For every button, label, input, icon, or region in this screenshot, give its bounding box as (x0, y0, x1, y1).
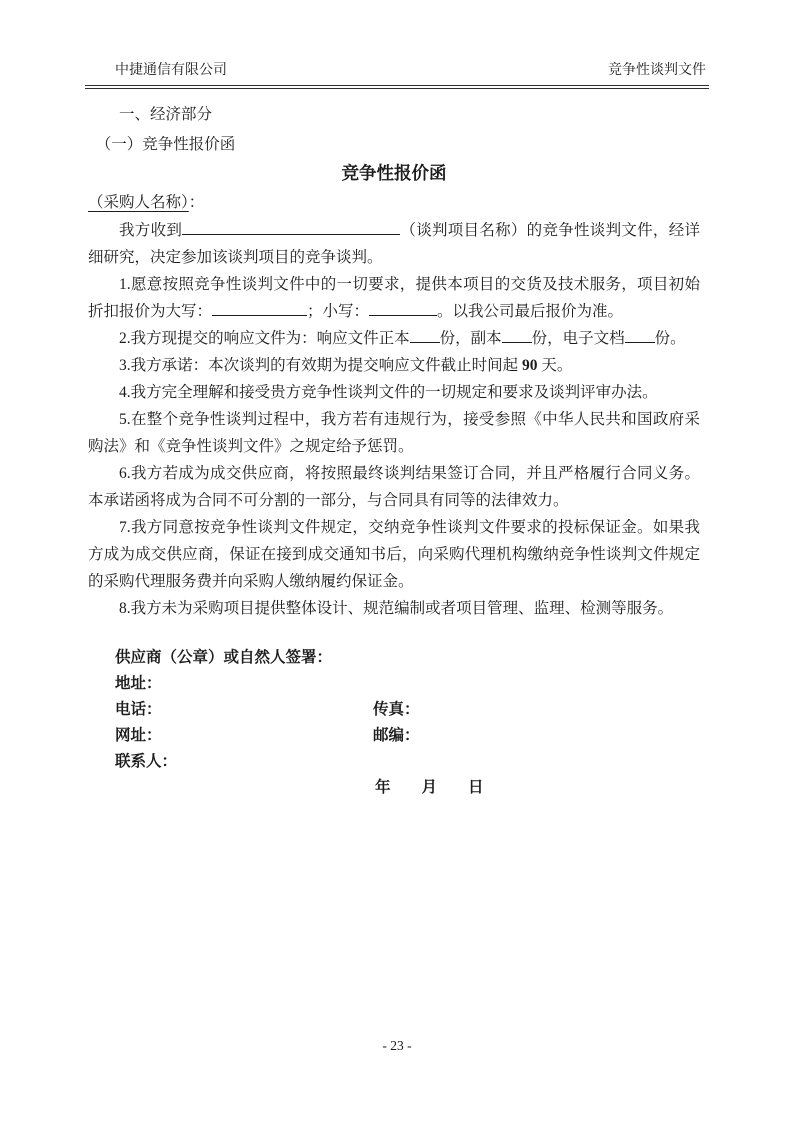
header-document-type: 竞争性谈判文件 (608, 63, 706, 78)
price-capital-blank (212, 301, 307, 316)
header-double-rule (85, 85, 709, 89)
item2-text-1: 2.我方现提交的响应文件为：响应文件正本 (119, 330, 410, 347)
section-heading: 一、经济部分 (119, 106, 213, 123)
date-line: 年 月 日 (375, 779, 484, 796)
phone-label: 电话： (115, 701, 162, 718)
intro-text-pre: 我方收到 (119, 222, 183, 239)
item2-text-3: 份，电子文档 (531, 330, 625, 347)
paragraph-item7: 7.我方同意按竞争性谈判文件规定，交纳竞争性谈判文件要求的投标保证金。如果我方成为成交供应商，保证在接到成交通知书后，向采购代理机构缴纳竞争性谈判文件规定的采购代理服务费并向采购人缴纳履约保证金。 (88, 519, 700, 590)
zip-label: 邮编： (373, 727, 420, 744)
item1-text-pre: 1.愿意按照竞争性谈判文件中的一切要求，提供本项目的交货及技术服务，项目初始折扣报价为大写： (88, 276, 700, 320)
paragraph-item3 (88, 352, 700, 379)
validity-days-value: 90 (522, 357, 538, 374)
website-label: 网址： (115, 727, 162, 744)
subsection-heading: （一）竞争性报价函 (95, 136, 236, 153)
original-count-blank (410, 328, 440, 343)
supplier-signature-line: 供应商（公章）或自然人签署： (115, 649, 333, 666)
address-line: 地址： (115, 675, 162, 692)
page-number: - 23 - (382, 1038, 412, 1053)
document-title: 竞争性报价函 (341, 163, 447, 183)
paragraph-intro (88, 217, 700, 271)
project-name-blank (182, 220, 400, 235)
paragraph-item4: 4.我方完全理解和接受贵方竞争性谈判文件的一切规定和要求及谈判评审办法。 (119, 384, 658, 401)
document-body (88, 100, 700, 622)
paragraph-item8: 8.我方未为采购项目提供整体设计、规范编制或者项目管理、监理、检测等服务。 (119, 600, 674, 617)
addressee-colon: ： (188, 194, 205, 211)
item1-text-post: 。以我公司最后报价为准。 (437, 303, 624, 320)
paragraph-item1 (88, 271, 700, 325)
contact-line: 联系人： (115, 753, 178, 770)
item3-text-post: 天。 (537, 357, 573, 374)
signature-block (115, 645, 706, 801)
website-zip-line (115, 723, 706, 749)
paragraph-item6: 6.我方若成为成交供应商，将按照最终谈判结果签订合同，并且严格履行合同义务。本承诺函将成为合同不可分割的一部分，与合同具有同等的法律效力。 (88, 465, 700, 509)
price-figures-blank (369, 301, 437, 316)
item2-text-4: 份。 (654, 330, 686, 347)
paragraph-item5: 5.在整个竞争性谈判过程中，我方若有违规行为，接受参照《中华人民共和国政府采购法》和《竞争性谈判文件》之规定给予惩罚。 (88, 411, 700, 455)
item3-text-pre: 3.我方承诺：本次谈判的有效期为提交响应文件截止时间起 (119, 357, 523, 374)
copy-count-blank (502, 328, 532, 343)
item1-text-mid: ；小写： (307, 303, 370, 320)
phone-fax-line (115, 697, 706, 723)
intro-text-post: （谈判项目名称）的竞争性谈判文件，经详细研究，决定参加该谈判项目的竞争谈判。 (88, 222, 700, 266)
fax-label: 传真： (373, 701, 420, 718)
item2-text-2: 份，副本 (439, 330, 502, 347)
addressee-line (88, 188, 700, 217)
addressee-name-label: （采购人名称） (88, 194, 189, 211)
digital-count-blank (625, 328, 655, 343)
header-company-name: 中捷通信有限公司 (115, 63, 227, 78)
page-header (115, 62, 706, 80)
paragraph-item2 (88, 325, 700, 352)
